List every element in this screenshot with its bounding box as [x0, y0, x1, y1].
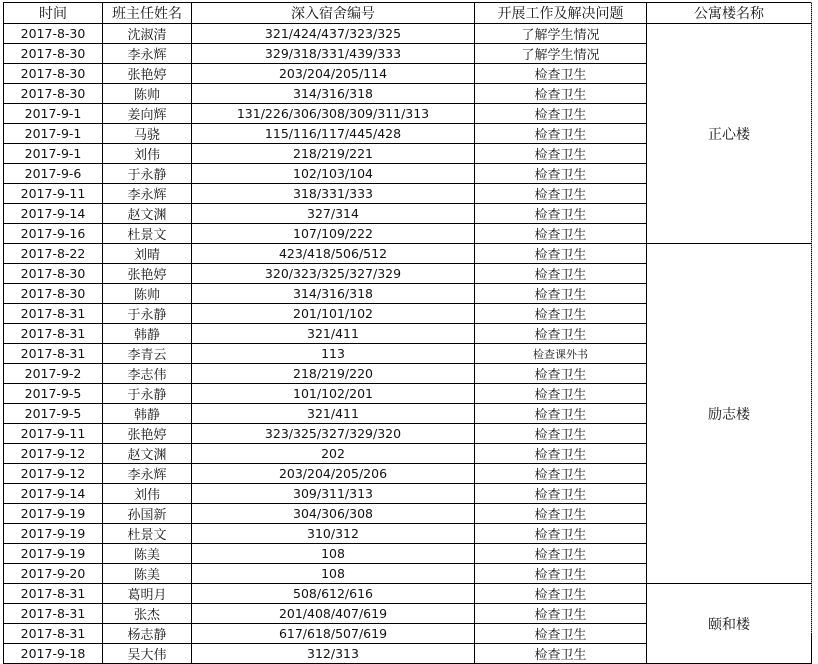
date-cell[interactable]: 2017-8-30 — [4, 84, 103, 104]
date-cell[interactable]: 2017-9-20 — [4, 564, 103, 584]
work-cell[interactable]: 检查卫生 — [475, 624, 647, 644]
date-cell[interactable]: 2017-9-5 — [4, 384, 103, 404]
teacher-cell[interactable]: 杨志静 — [103, 624, 192, 644]
work-cell[interactable]: 检查卫生 — [475, 444, 647, 464]
teacher-cell[interactable]: 韩静 — [103, 404, 192, 424]
work-cell[interactable]: 检查卫生 — [475, 644, 647, 664]
work-cell[interactable]: 检查卫生 — [475, 424, 647, 444]
work-cell[interactable]: 检查卫生 — [475, 404, 647, 424]
teacher-cell[interactable]: 于永静 — [103, 384, 192, 404]
rooms-cell[interactable]: 201/408/407/619 — [192, 604, 475, 624]
date-cell[interactable]: 2017-8-31 — [4, 324, 103, 344]
work-cell[interactable]: 检查卫生 — [475, 504, 647, 524]
date-cell[interactable]: 2017-9-14 — [4, 204, 103, 224]
work-cell[interactable]: 了解学生情况 — [475, 44, 647, 64]
teacher-cell[interactable]: 于永静 — [103, 164, 192, 184]
teacher-cell[interactable]: 陈帅 — [103, 84, 192, 104]
work-cell[interactable]: 检查卫生 — [475, 124, 647, 144]
table-row — [4, 244, 812, 264]
header-cell-rooms[interactable]: 深入宿舍编号 — [192, 3, 475, 24]
rooms-cell[interactable]: 309/311/313 — [192, 484, 475, 504]
building-cell[interactable]: 颐和楼 — [647, 584, 812, 664]
rooms-cell[interactable]: 304/306/308 — [192, 504, 475, 524]
teacher-cell[interactable]: 杜景文 — [103, 224, 192, 244]
date-cell[interactable]: 2017-9-1 — [4, 104, 103, 124]
teacher-cell[interactable]: 张杰 — [103, 604, 192, 624]
teacher-cell[interactable]: 刘晴 — [103, 244, 192, 264]
date-cell[interactable]: 2017-8-22 — [4, 244, 103, 264]
rooms-cell[interactable]: 202 — [192, 444, 475, 464]
teacher-cell[interactable]: 葛明月 — [103, 584, 192, 604]
date-cell[interactable]: 2017-9-12 — [4, 444, 103, 464]
date-cell[interactable]: 2017-8-31 — [4, 344, 103, 364]
work-cell[interactable]: 检查卫生 — [475, 544, 647, 564]
work-cell[interactable]: 检查卫生 — [475, 184, 647, 204]
rooms-cell[interactable]: 314/316/318 — [192, 284, 475, 304]
rooms-cell[interactable]: 218/219/221 — [192, 144, 475, 164]
teacher-cell[interactable]: 陈美 — [103, 564, 192, 584]
teacher-cell[interactable]: 孙国新 — [103, 504, 192, 524]
rooms-cell[interactable]: 312/313 — [192, 644, 475, 664]
date-cell[interactable]: 2017-8-30 — [4, 24, 103, 44]
date-cell[interactable]: 2017-8-31 — [4, 604, 103, 624]
work-cell[interactable]: 检查卫生 — [475, 604, 647, 624]
date-cell[interactable]: 2017-8-31 — [4, 624, 103, 644]
rooms-cell[interactable]: 617/618/507/619 — [192, 624, 475, 644]
rooms-cell[interactable]: 321/424/437/323/325 — [192, 24, 475, 44]
rooms-cell[interactable]: 108 — [192, 564, 475, 584]
header-row — [4, 3, 812, 24]
rooms-cell[interactable]: 203/204/205/206 — [192, 464, 475, 484]
rooms-cell[interactable]: 321/411 — [192, 324, 475, 344]
work-cell[interactable]: 检查卫生 — [475, 484, 647, 504]
teacher-cell[interactable]: 张艳婷 — [103, 264, 192, 284]
teacher-cell[interactable]: 李永辉 — [103, 184, 192, 204]
date-cell[interactable]: 2017-9-12 — [4, 464, 103, 484]
rooms-cell[interactable]: 115/116/117/445/428 — [192, 124, 475, 144]
work-cell[interactable]: 检查卫生 — [475, 464, 647, 484]
date-cell[interactable]: 2017-9-6 — [4, 164, 103, 184]
work-cell[interactable]: 检查卫生 — [475, 564, 647, 584]
rooms-cell[interactable]: 107/109/222 — [192, 224, 475, 244]
date-cell[interactable]: 2017-8-31 — [4, 304, 103, 324]
date-cell[interactable]: 2017-9-5 — [4, 404, 103, 424]
work-cell[interactable]: 检查卫生 — [475, 584, 647, 604]
work-cell[interactable]: 检查卫生 — [475, 264, 647, 284]
rooms-cell[interactable]: 318/331/333 — [192, 184, 475, 204]
building-cell[interactable]: 正心楼 — [647, 24, 812, 244]
work-cell[interactable]: 了解学生情况 — [475, 24, 647, 44]
teacher-cell[interactable]: 李志伟 — [103, 364, 192, 384]
work-cell[interactable]: 检查卫生 — [475, 284, 647, 304]
teacher-cell[interactable]: 刘伟 — [103, 144, 192, 164]
teacher-cell[interactable]: 马骁 — [103, 124, 192, 144]
header-cell-teacher[interactable]: 班主任姓名 — [103, 3, 192, 24]
teacher-cell[interactable]: 赵文渊 — [103, 444, 192, 464]
date-cell[interactable]: 2017-8-30 — [4, 44, 103, 64]
date-cell[interactable]: 2017-9-19 — [4, 524, 103, 544]
table-body — [4, 24, 812, 664]
date-cell[interactable]: 2017-8-31 — [4, 584, 103, 604]
work-cell[interactable]: 检查卫生 — [475, 204, 647, 224]
work-cell[interactable]: 检查卫生 — [475, 244, 647, 264]
rooms-cell[interactable]: 113 — [192, 344, 475, 364]
teacher-cell[interactable]: 陈帅 — [103, 284, 192, 304]
rooms-cell[interactable]: 321/411 — [192, 404, 475, 424]
date-cell[interactable]: 2017-9-1 — [4, 144, 103, 164]
date-cell[interactable]: 2017-9-16 — [4, 224, 103, 244]
work-cell[interactable]: 检查卫生 — [475, 364, 647, 384]
teacher-cell[interactable]: 于永静 — [103, 304, 192, 324]
date-cell[interactable]: 2017-8-30 — [4, 284, 103, 304]
work-cell[interactable]: 检查卫生 — [475, 224, 647, 244]
work-cell[interactable]: 检查课外书 — [475, 344, 647, 364]
rooms-cell[interactable]: 314/316/318 — [192, 84, 475, 104]
rooms-cell[interactable]: 327/314 — [192, 204, 475, 224]
header-cell-date[interactable]: 时间 — [4, 3, 103, 24]
rooms-cell[interactable]: 323/325/327/329/320 — [192, 424, 475, 444]
teacher-cell[interactable]: 张艳婷 — [103, 64, 192, 84]
teacher-cell[interactable]: 张艳婷 — [103, 424, 192, 444]
building-cell[interactable]: 励志楼 — [647, 244, 812, 584]
work-cell[interactable]: 检查卫生 — [475, 104, 647, 124]
date-cell[interactable]: 2017-9-1 — [4, 124, 103, 144]
date-cell[interactable]: 2017-9-14 — [4, 484, 103, 504]
teacher-cell[interactable]: 沈淑清 — [103, 24, 192, 44]
rooms-cell[interactable]: 218/219/220 — [192, 364, 475, 384]
table-row — [4, 24, 812, 44]
date-cell[interactable]: 2017-9-11 — [4, 424, 103, 444]
rooms-cell[interactable]: 131/226/306/308/309/311/313 — [192, 104, 475, 124]
work-cell[interactable]: 检查卫生 — [475, 324, 647, 344]
teacher-cell[interactable]: 李永辉 — [103, 44, 192, 64]
rooms-cell[interactable]: 310/312 — [192, 524, 475, 544]
date-cell[interactable]: 2017-9-19 — [4, 544, 103, 564]
work-cell[interactable]: 检查卫生 — [475, 64, 647, 84]
teacher-cell[interactable]: 吴大伟 — [103, 644, 192, 664]
work-cell[interactable]: 检查卫生 — [475, 384, 647, 404]
date-cell[interactable]: 2017-8-30 — [4, 264, 103, 284]
teacher-cell[interactable]: 姜向辉 — [103, 104, 192, 124]
rooms-cell[interactable]: 102/103/104 — [192, 164, 475, 184]
date-cell[interactable]: 2017-9-18 — [4, 644, 103, 664]
date-cell[interactable]: 2017-9-2 — [4, 364, 103, 384]
table-row — [4, 584, 812, 604]
work-cell[interactable]: 检查卫生 — [475, 84, 647, 104]
teacher-cell[interactable]: 韩静 — [103, 324, 192, 344]
teacher-cell[interactable]: 赵文渊 — [103, 204, 192, 224]
work-cell[interactable]: 检查卫生 — [475, 304, 647, 324]
dorm-visit-table — [3, 2, 812, 664]
teacher-cell[interactable]: 李永辉 — [103, 464, 192, 484]
date-cell[interactable]: 2017-9-19 — [4, 504, 103, 524]
date-cell[interactable]: 2017-9-11 — [4, 184, 103, 204]
teacher-cell[interactable]: 李青云 — [103, 344, 192, 364]
rooms-cell[interactable]: 329/318/331/439/333 — [192, 44, 475, 64]
work-cell[interactable]: 检查卫生 — [475, 144, 647, 164]
header-cell-work[interactable]: 开展工作及解决问题 — [475, 3, 647, 24]
work-cell[interactable]: 检查卫生 — [475, 164, 647, 184]
date-cell[interactable]: 2017-8-30 — [4, 64, 103, 84]
rooms-cell[interactable]: 101/102/201 — [192, 384, 475, 404]
rooms-cell[interactable]: 108 — [192, 544, 475, 564]
rooms-cell[interactable]: 508/612/616 — [192, 584, 475, 604]
teacher-cell[interactable]: 杜景文 — [103, 524, 192, 544]
column-edge-divider — [811, 2, 812, 633]
rooms-cell[interactable]: 320/323/325/327/329 — [192, 264, 475, 284]
rooms-cell[interactable]: 423/418/506/512 — [192, 244, 475, 264]
rooms-cell[interactable]: 203/204/205/114 — [192, 64, 475, 84]
work-cell[interactable]: 检查卫生 — [475, 524, 647, 544]
teacher-cell[interactable]: 刘伟 — [103, 484, 192, 504]
header-cell-building[interactable]: 公寓楼名称 — [647, 3, 812, 24]
teacher-cell[interactable]: 陈美 — [103, 544, 192, 564]
rooms-cell[interactable]: 201/101/102 — [192, 304, 475, 324]
